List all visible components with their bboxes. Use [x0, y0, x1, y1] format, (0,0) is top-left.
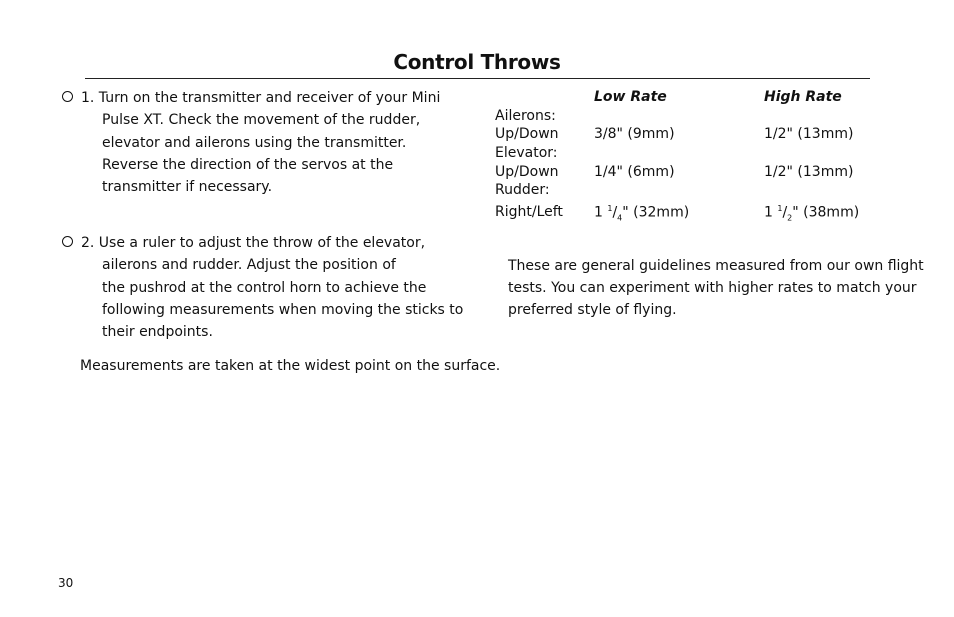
page-number: 30 — [58, 576, 74, 590]
step-line: transmitter if necessary. — [102, 179, 273, 196]
low-rate-ailerons: 3/8" (9mm) — [594, 126, 675, 142]
direction-elevator: Up/Down — [495, 164, 559, 180]
guideline-line: tests. You can experiment with higher rates to match your — [508, 280, 917, 296]
step-1 — [62, 87, 440, 198]
step-line: their endpoints. — [102, 324, 213, 341]
high-rate-ailerons: 1/2" (13mm) — [764, 126, 854, 142]
high-rate-elevator: 1/2" (13mm) — [764, 164, 854, 180]
section-label-ailerons: Ailerons: — [495, 108, 556, 124]
step-line: Pulse XT. Check the movement of the rudder, — [102, 112, 421, 129]
guideline-line: preferred style of flying. — [508, 302, 677, 318]
step-line: Reverse the direction of the servos at the — [102, 156, 394, 173]
checkbox-circle-icon — [62, 91, 73, 102]
header-high-rate: High Rate — [764, 89, 842, 105]
direction-ailerons: Up/Down — [495, 126, 559, 142]
step-line: elevator and ailerons using the transmitter. — [102, 134, 407, 151]
step-line: the pushrod at the control horn to achieve the — [102, 279, 427, 296]
page-title: Control Throws — [393, 50, 561, 74]
measurement-note: Measurements are taken at the widest point on the surface. — [80, 358, 501, 374]
section-label-elevator: Elevator: — [495, 145, 558, 161]
section-label-rudder: Rudder: — [495, 182, 550, 198]
high-rate-rudder: 1 $^1/_2$" (38mm) — [764, 204, 860, 223]
guideline-paragraph — [508, 255, 924, 321]
step-line: ailerons and rudder. Adjust the position of — [102, 257, 396, 274]
low-rate-rudder: 1 $^1/_4$" (32mm) — [594, 204, 690, 223]
step-line: following measurements when moving the sticks to — [102, 301, 464, 318]
step-line: 1. Turn on the transmitter and receiver of your Mini — [81, 90, 441, 106]
header-low-rate: Low Rate — [594, 89, 667, 105]
step-line: 2. Use a ruler to adjust the throw of the elevator, — [81, 235, 426, 251]
direction-rudder: Right/Left — [495, 204, 563, 220]
guideline-line: These are general guidelines measured from our own flight — [508, 258, 924, 274]
step-2 — [62, 232, 463, 343]
checkbox-circle-icon — [62, 236, 73, 247]
title-rule — [85, 78, 870, 79]
low-rate-elevator: 1/4" (6mm) — [594, 164, 675, 180]
